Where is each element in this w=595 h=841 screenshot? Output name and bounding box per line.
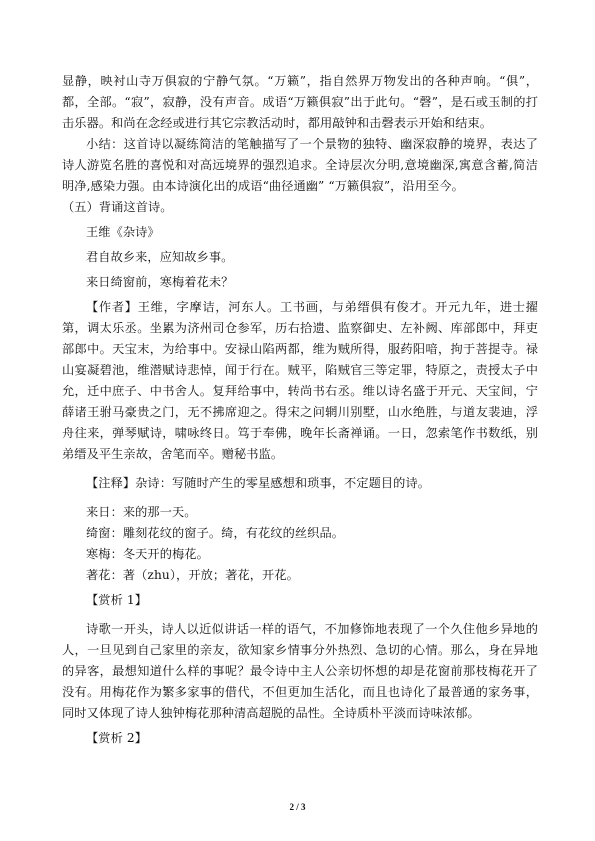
heading-appreciation-2: 【赏析 2】 bbox=[86, 731, 147, 745]
poem-title: 王维《杂诗》 bbox=[86, 225, 160, 239]
paragraph-notes: 【注释】杂诗：写随时产生的零星感想和琐事，不定题目的诗。 bbox=[86, 476, 431, 490]
note-qiChuang: 绮窗：雕刻花纹的窗子。绮，有花纹的丝织品。 bbox=[86, 526, 345, 540]
note-laiRi: 来日：来的那一天。 bbox=[86, 505, 197, 519]
section-heading-recite: （五）背诵这首诗。 bbox=[62, 200, 173, 214]
paragraph-appreciation-1: 诗歌一开头，诗人以近似讲话一样的语气，不加修饰地表现了一个久住他乡异地的人，一旦见到自己家里的亲友，欲知家乡情事分外热烈、急切的心情。那么，身在异地的异客，最想知道什么样的事呢？最令诗中主人公亲切怀想的却是花窗前那枝梅花开了没有。用梅花作为繁多家事的借代，不但更加生活化，而且也诗化了最普通的家务事，同时又体现了诗人独钟梅花那种清高超脱的品性。全诗质朴平淡而诗味浓郁。 bbox=[62, 622, 538, 720]
page-number: 2 / 3 bbox=[289, 802, 306, 812]
document-body bbox=[62, 71, 538, 749]
note-zhuHua: 著花：著（zhu），开放；著花，开花。 bbox=[86, 568, 299, 582]
paragraph-summary: 小结：这首诗以凝练简洁的笔触描写了一个景物的独特、幽深寂静的境界，表达了诗人游览名胜的喜悦和对高远境界的强烈追求。全诗层次分明,意境幽深,寓意含蓄,简洁明净,感染力强。由本诗演化出的成语“曲径通幽” “万籁俱寂”，沿用至今。 bbox=[62, 137, 538, 193]
paragraph-author: 【作者】王维，字摩诘，河东人。工书画，与弟缙俱有俊才。开元九年，进士擢第，调太乐丞。坐累为济州司仓参军，历右拾遗、监察御史、左补阙、库部郎中，拜吏部郎中。天宝末，为给事中。安禄山陷两都，维为贼所得，服药阳喑，拘于菩提寺。禄山宴凝碧池，维潜赋诗悲悼，闻于行在。贼平，陷贼官三等定罪，特原之，责授太子中允，迁中庶子、中书舍人。复拜给事中，转尚书右丞。维以诗名盛于开元、天宝间，宁薛诸王驸马豪贵之门，无不拂席迎之。得宋之问辋川别墅，山水绝胜，与道友裴迪，浮舟往来，弹琴赋诗，啸咏终日。笃于奉佛，晚年长斋禅诵。一日，忽索笔作书数纸，别弟缙及平生亲故，舍笔而卒。赠秘书监。 bbox=[62, 300, 538, 461]
heading-appreciation-1: 【赏析 1】 bbox=[86, 593, 147, 607]
paragraph-intro-continuation: 显静，映衬山寺万俱寂的宁静气氛。“万籁”，指自然界万物发出的各种声响。“俱”，都，全部。“寂”，寂静，没有声音。成语“万籁俱寂”出于此句。“磬”，是石或玉制的打击乐器。和尚在念经或进行其它宗教活动时，都用敲钟和击磬表示开始和结束。 bbox=[62, 74, 538, 130]
note-hanMei: 寒梅：冬天开的梅花。 bbox=[86, 547, 209, 561]
poem-line-2: 来日绮窗前，寒梅着花未？ bbox=[86, 275, 234, 289]
poem-line-1: 君自故乡来，应知故乡事。 bbox=[86, 250, 234, 264]
